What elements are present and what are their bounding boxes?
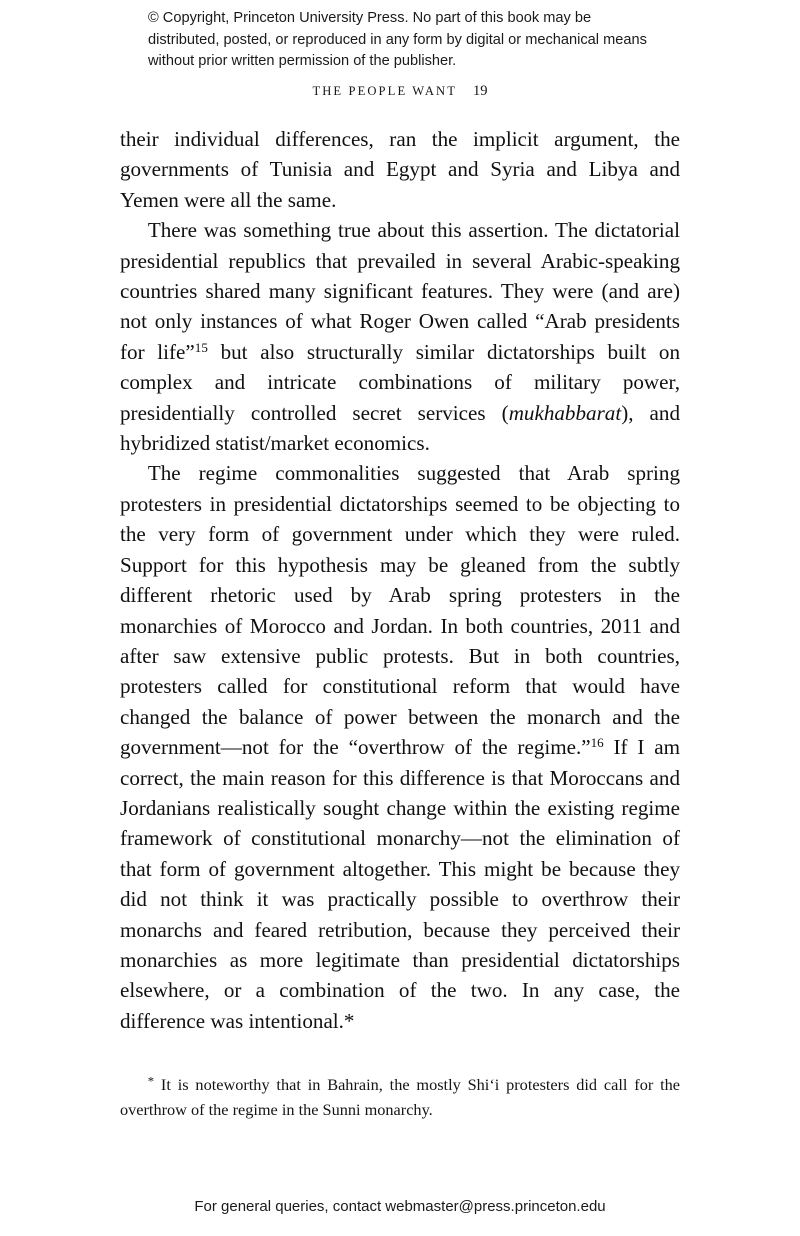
para2-seg-2: but also structurally similar dictatorships built on complex and intricate combinations of military power, presidentially controlled secret services ( [120,339,680,425]
para3-seg-2: If I am correct, the main reason for this difference is that Moroccans and Jordanians realistically sought change within the existing regime framework of constitutional monarchy—not the elimination of that form of government altogether. This might be because they did not think it was practically possible to overthrow their monarchs and feared retribution, because they perceived their monarchies as more legitimate than presidential dictatorships elsewhere, or a combination of the two. In any case, the difference was intentional.* [120,735,680,1033]
footnote-ref-16[interactable]: 16 [590,735,604,751]
running-head [0,83,800,100]
para2-seg-0: There was something true about this assertion. The dictatorial presidential republics that prevailed in several Arabic-speaking countries shared many significant features. They were (and are) not only instances of what Roger Owen called “Arab presidents for life” [120,218,680,364]
para3-seg-0: The regime commonalities suggested that Arab spring protesters in presidential dictatorships seemed to be objecting to the very form of government under which they were ruled. Support for this hypothesis may be gleaned from the subtly different rhetoric used by Arab spring protesters in the monarchies of Morocco and Jordan. In both countries, 2011 and after saw extensive public protests. But in both countries, protesters called for constitutional reform that would have changed the balance of power between the monarch and the government—not for the “overthrow of the regime.” [120,461,680,760]
footnote-text: It is noteworthy that in Bahrain, the mostly Shiʻi protesters did call for the overthrow of the regime in the Sunni monarchy. [120,1075,680,1119]
footnote-marker-asterisk: * [147,1074,155,1089]
para2-seg-4: ), and hybridized statist/market economics. [120,400,680,456]
paragraph-3 [120,458,680,1036]
running-head-title: THE PEOPLE WANT [312,84,458,98]
paragraph-1: their individual differences, ran the implicit argument, the governments of Tunisia and Egypt and Syria and Libya and Yemen were all the same. [120,127,680,212]
paragraph-2 [120,215,680,458]
page-footer: For general queries, contact webmaster@press.princeton.edu [194,1198,606,1215]
copyright-notice: © Copyright, Princeton University Press. No part of this book may be distributed, posted, or reproduced in any form by digital or mechanical means without prior written permission of the publisher. [148,10,647,69]
footnote-ref-15[interactable]: 15 [194,340,208,356]
footnote-item [120,1073,680,1122]
footnote-block [120,1073,680,1122]
page-number: 19 [473,83,488,99]
body-text [120,124,680,1036]
foreign-term-mukhabbarat: mukhabbarat [508,400,622,425]
